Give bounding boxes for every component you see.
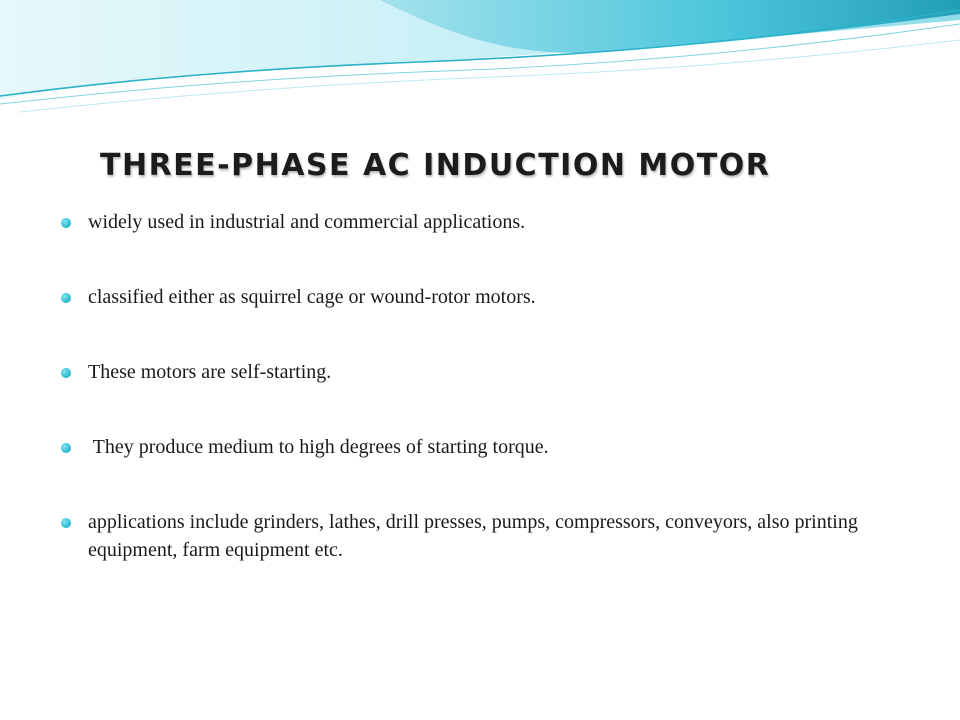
bullet-text: These motors are self-starting.	[88, 361, 332, 383]
bullet-text: classified either as squirrel cage or wound-rotor motors.	[88, 286, 536, 308]
bullet-dot-icon	[61, 518, 71, 528]
bullet-list	[60, 208, 920, 564]
bullet-item	[60, 358, 920, 386]
bullet-item	[60, 283, 920, 311]
bullet-text: applications include grinders, lathes, drill presses, pumps, compressors, conveyors, also printing equipment, farm equipment etc.	[88, 511, 858, 561]
bullet-dot-icon	[61, 368, 71, 378]
bullet-item	[60, 433, 920, 461]
bullet-text: They produce medium to high degrees of starting torque.	[88, 436, 549, 458]
bullet-dot-icon	[61, 218, 71, 228]
bullet-dot-icon	[61, 293, 71, 303]
bullet-item	[60, 208, 920, 236]
bullet-text: widely used in industrial and commercial applications.	[88, 211, 526, 233]
slide-title: THREE-PHASE AC INDUCTION MOTOR	[100, 148, 771, 183]
header-wave-decoration	[0, 0, 960, 130]
bullet-item	[60, 508, 920, 564]
bullet-dot-icon	[61, 443, 71, 453]
